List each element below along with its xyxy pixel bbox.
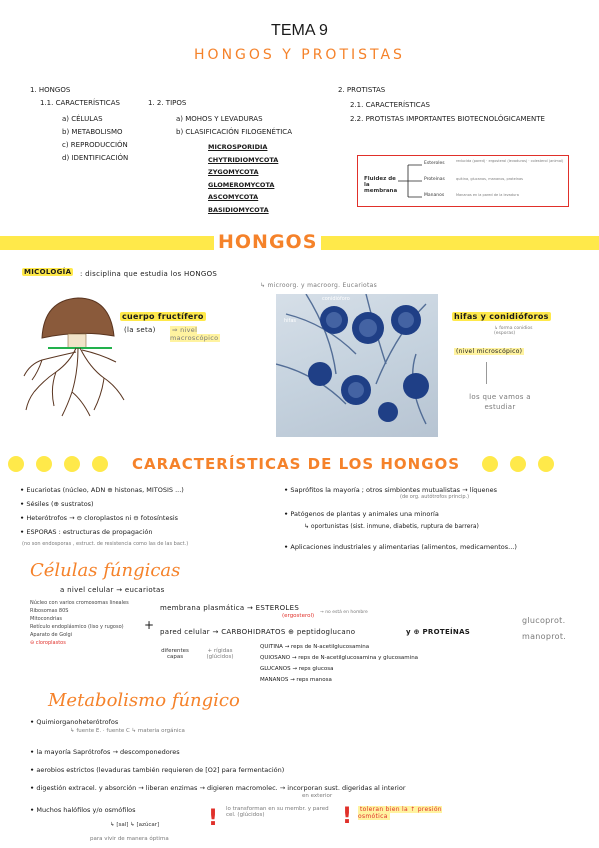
caract-item: • ESPORAS : estructuras de propagación xyxy=(20,528,270,536)
organelle-list xyxy=(30,600,129,648)
transforman-note: lo transforman en su membr. y pared cel. (glúcidos) xyxy=(226,806,329,818)
organelle-item: ⊖ cloroplastos xyxy=(30,640,66,646)
index-tipos: 1. 2. TIPOS xyxy=(148,99,187,107)
hongos-title: HONGOS xyxy=(214,231,321,253)
organelle-item: Aparato de Golgi xyxy=(30,632,73,638)
membrana-line: membrana plasmática → ESTEROLES xyxy=(160,604,300,612)
metabolismo-item: • la mayoría Saprótrofos → descomponedores xyxy=(30,748,590,756)
cuerpo-fructifero xyxy=(120,312,206,321)
microscope-image xyxy=(276,294,438,437)
exclaim-icon-2: ! xyxy=(342,804,353,829)
wall-layer: QUIOSANO → reps de N-acetilglucosamina y glucosamina xyxy=(260,655,419,661)
phylum-item: MICROSPORIDIA xyxy=(208,143,268,151)
index-identificacion: d) IDENTIFICACIÓN xyxy=(62,154,129,162)
seta-label: (la seta) xyxy=(124,326,156,334)
membrane-diagram-box xyxy=(357,155,569,207)
phylum-item: GLOMEROMYCOTA xyxy=(208,180,275,189)
micologia-definition: : disciplina que estudia los HONGOS xyxy=(80,270,218,278)
caract-left-list xyxy=(20,486,270,542)
index-mohos: a) MOHOS Y LEVADURAS xyxy=(176,115,263,123)
nivel-microscopico xyxy=(454,348,524,355)
diagram-branch-1-detail: reducida (pared) · ergosterol (levaduras) · colesterol (animal) xyxy=(456,159,564,163)
capas-label: diferentes capas xyxy=(161,648,189,660)
phylum-item: ASCOMYCOTA xyxy=(208,193,259,201)
manoprot-label: manoprot. xyxy=(522,632,567,641)
caract-item: • Aplicaciones industriales y alimentarias (alimentos, medicamentos...) xyxy=(284,543,584,551)
diagram-branch-2-detail: quitina, glucanos, mananos, proteínas xyxy=(456,177,523,181)
wall-layer: QUITINA → reps de N-acetilglucosamina xyxy=(260,644,370,650)
index-hongos: 1. HONGOS xyxy=(30,86,71,94)
diagram-root: Fluidez de la membrana xyxy=(364,176,398,194)
nivel-macroscopico xyxy=(170,326,236,342)
index-caracteristicas: 1.1. CARACTERÍSTICAS xyxy=(40,99,120,107)
diagram-branch-2: Proteínas xyxy=(424,177,445,182)
los-que-vamos: los que vamos a estudiar xyxy=(469,393,531,411)
index-prot-importantes: 2.2. PROTISTAS IMPORTANTES BIOTECNOLÓGICAMENTE xyxy=(350,115,545,123)
metabolismo-item: • digestión extracel. y absorción → liberan enzimas → digieren macromolec. → incorporan sust. digeridas al interior xyxy=(30,784,590,792)
plus-sign: + xyxy=(144,618,155,632)
diagram-brace xyxy=(396,160,426,202)
phyla-list xyxy=(208,141,278,216)
caract-esporas-note: (no son endosporas , estruct. de resistencia como las de las bact.) xyxy=(22,541,189,547)
caract-right-list-3 xyxy=(284,543,584,557)
conidiophore-photo xyxy=(276,294,438,437)
diagram-branch-1: Esteroles xyxy=(424,161,445,166)
organelle-item: Núcleo con varios cromosomas lineales xyxy=(30,600,129,606)
dots-right xyxy=(482,456,566,476)
caract-item: • Eucariotas (núcleo, ADN ⊕ histonas, MITOSIS ...) xyxy=(20,486,270,494)
caract-item: • Sésiles (⊕ sustratos) xyxy=(20,500,270,508)
arrow-line xyxy=(486,362,487,384)
diagram-branch-3-detail: Mananos en la pared de la levadura xyxy=(456,193,519,197)
micologia-label xyxy=(22,268,73,276)
diagram-branch-3: Mananos xyxy=(424,193,445,198)
micro-label-conidio: conidióforo xyxy=(322,296,350,302)
ergosterol-label: (ergosterol) xyxy=(282,613,315,619)
y-proteinas: y ⊕ PROTEÍNAS xyxy=(406,628,471,636)
phylum-item: CHYTRIDIOMYCOTA xyxy=(208,155,279,164)
wall-layer: MANANOS → reps manosa xyxy=(260,677,332,683)
hifas-text: hifas y conidióforos xyxy=(454,312,549,321)
celulas-title: Células fúngicas xyxy=(30,560,181,581)
dots-left xyxy=(8,456,120,476)
index-metabolismo: b) METABOLISMO xyxy=(62,128,123,136)
index-celulas: a) CÉLULAS xyxy=(62,115,103,123)
mushroom-illustration xyxy=(20,292,132,422)
caract-item: • Saprófitos la mayoría ; otros simbiontes mutualistas → líquenes xyxy=(284,486,584,494)
phylum-item: BASIDIOMYCOTA xyxy=(208,205,269,214)
caracteristicas-title: CARACTERÍSTICAS DE LOS HONGOS xyxy=(132,455,461,473)
micro-label-hifa: hifas xyxy=(284,318,296,324)
hifas-label xyxy=(452,312,551,321)
organelle-item: Ribosomas 80S xyxy=(30,608,69,614)
metabolismo-item: • Quimiorganoheterótrofos xyxy=(30,718,590,726)
wall-layers xyxy=(260,642,418,686)
cuerpo-fructifero-text: cuerpo fructífero xyxy=(122,312,204,321)
organelle-item: Mitocondrias xyxy=(30,616,62,622)
index-reproduccion: c) REPRODUCCIÓN xyxy=(62,141,128,149)
micologia-term: MICOLOGÍA xyxy=(24,268,72,276)
exclaim-icon: ! xyxy=(208,806,219,831)
page-title: TEMA 9 xyxy=(271,22,328,39)
nivel-macroscopico-text: ⇒ nivel macroscópico xyxy=(170,326,219,342)
wall-layer: GLUCANOS → reps glucosa xyxy=(260,666,334,672)
sal-azucar: ↳ [sal] ↳ [azúcar] xyxy=(110,822,160,828)
metabolismo-title: Metabolismo fúngico xyxy=(48,690,240,711)
metabolismo-item: • aerobios estrictos (levaduras también requieren de [O2] para fermentación) xyxy=(30,766,590,774)
caract-item: • Heterótrofos → ⊖ cloroplastos ni ⊖ fotosíntesis xyxy=(20,514,270,522)
glucidos-label: + rígidas (glúcidos) xyxy=(206,648,234,660)
micologia-subnote: ↳ microorg. y macroorg. Eucariotas xyxy=(260,282,378,289)
metabolismo-item: • Muchos halófilos y/o osmófilos xyxy=(30,806,590,814)
index-protistas: 2. PROTISTAS xyxy=(338,86,386,94)
toleran-text: toleran bien la ↑ presión osmótica xyxy=(358,806,442,820)
phylum-item: ZYGOMYCOTA xyxy=(208,168,259,176)
index-prot-caract: 2.1. CARACTERÍSTICAS xyxy=(350,101,430,109)
page-subtitle: HONGOS Y PROTISTAS xyxy=(194,47,405,63)
pared-line: pared celular → CARBOHIDRATOS ⊕ peptidoglucano xyxy=(160,628,356,636)
glucoprot-label: glucoprot. xyxy=(522,616,566,625)
ergosterol-note: → no está en hombre xyxy=(320,610,368,615)
fuente-note: ↳ fuente E. · fuente C ↳ materia orgánica xyxy=(70,728,185,734)
hifas-sub: ↳ forma conidios (esporas) xyxy=(494,326,533,336)
celulas-nivel: a nivel celular → eucariotas xyxy=(60,586,165,594)
para-vivir: para vivir de manera óptima xyxy=(90,836,169,842)
nivel-microscopico-text: (nivel microscópico) xyxy=(456,348,523,355)
caract-right-list-2 xyxy=(284,510,584,524)
toleran-note xyxy=(358,806,458,820)
caract-item: • Patógenos de plantas y animales una minoría xyxy=(284,510,584,518)
caract-autotrofos-note: (de org. autótrofos princip.) xyxy=(400,494,470,500)
caract-oportunistas: ↳ oportunistas (sist. inmune, diabetis, ruptura de barrera) xyxy=(304,523,479,530)
organelle-item: Retículo endoplásmico (liso y rugoso) xyxy=(30,624,124,630)
index-clasificacion: b) CLASIFICACIÓN FILOGENÉTICA xyxy=(176,128,292,136)
exterior-note: en exterior xyxy=(302,793,333,799)
